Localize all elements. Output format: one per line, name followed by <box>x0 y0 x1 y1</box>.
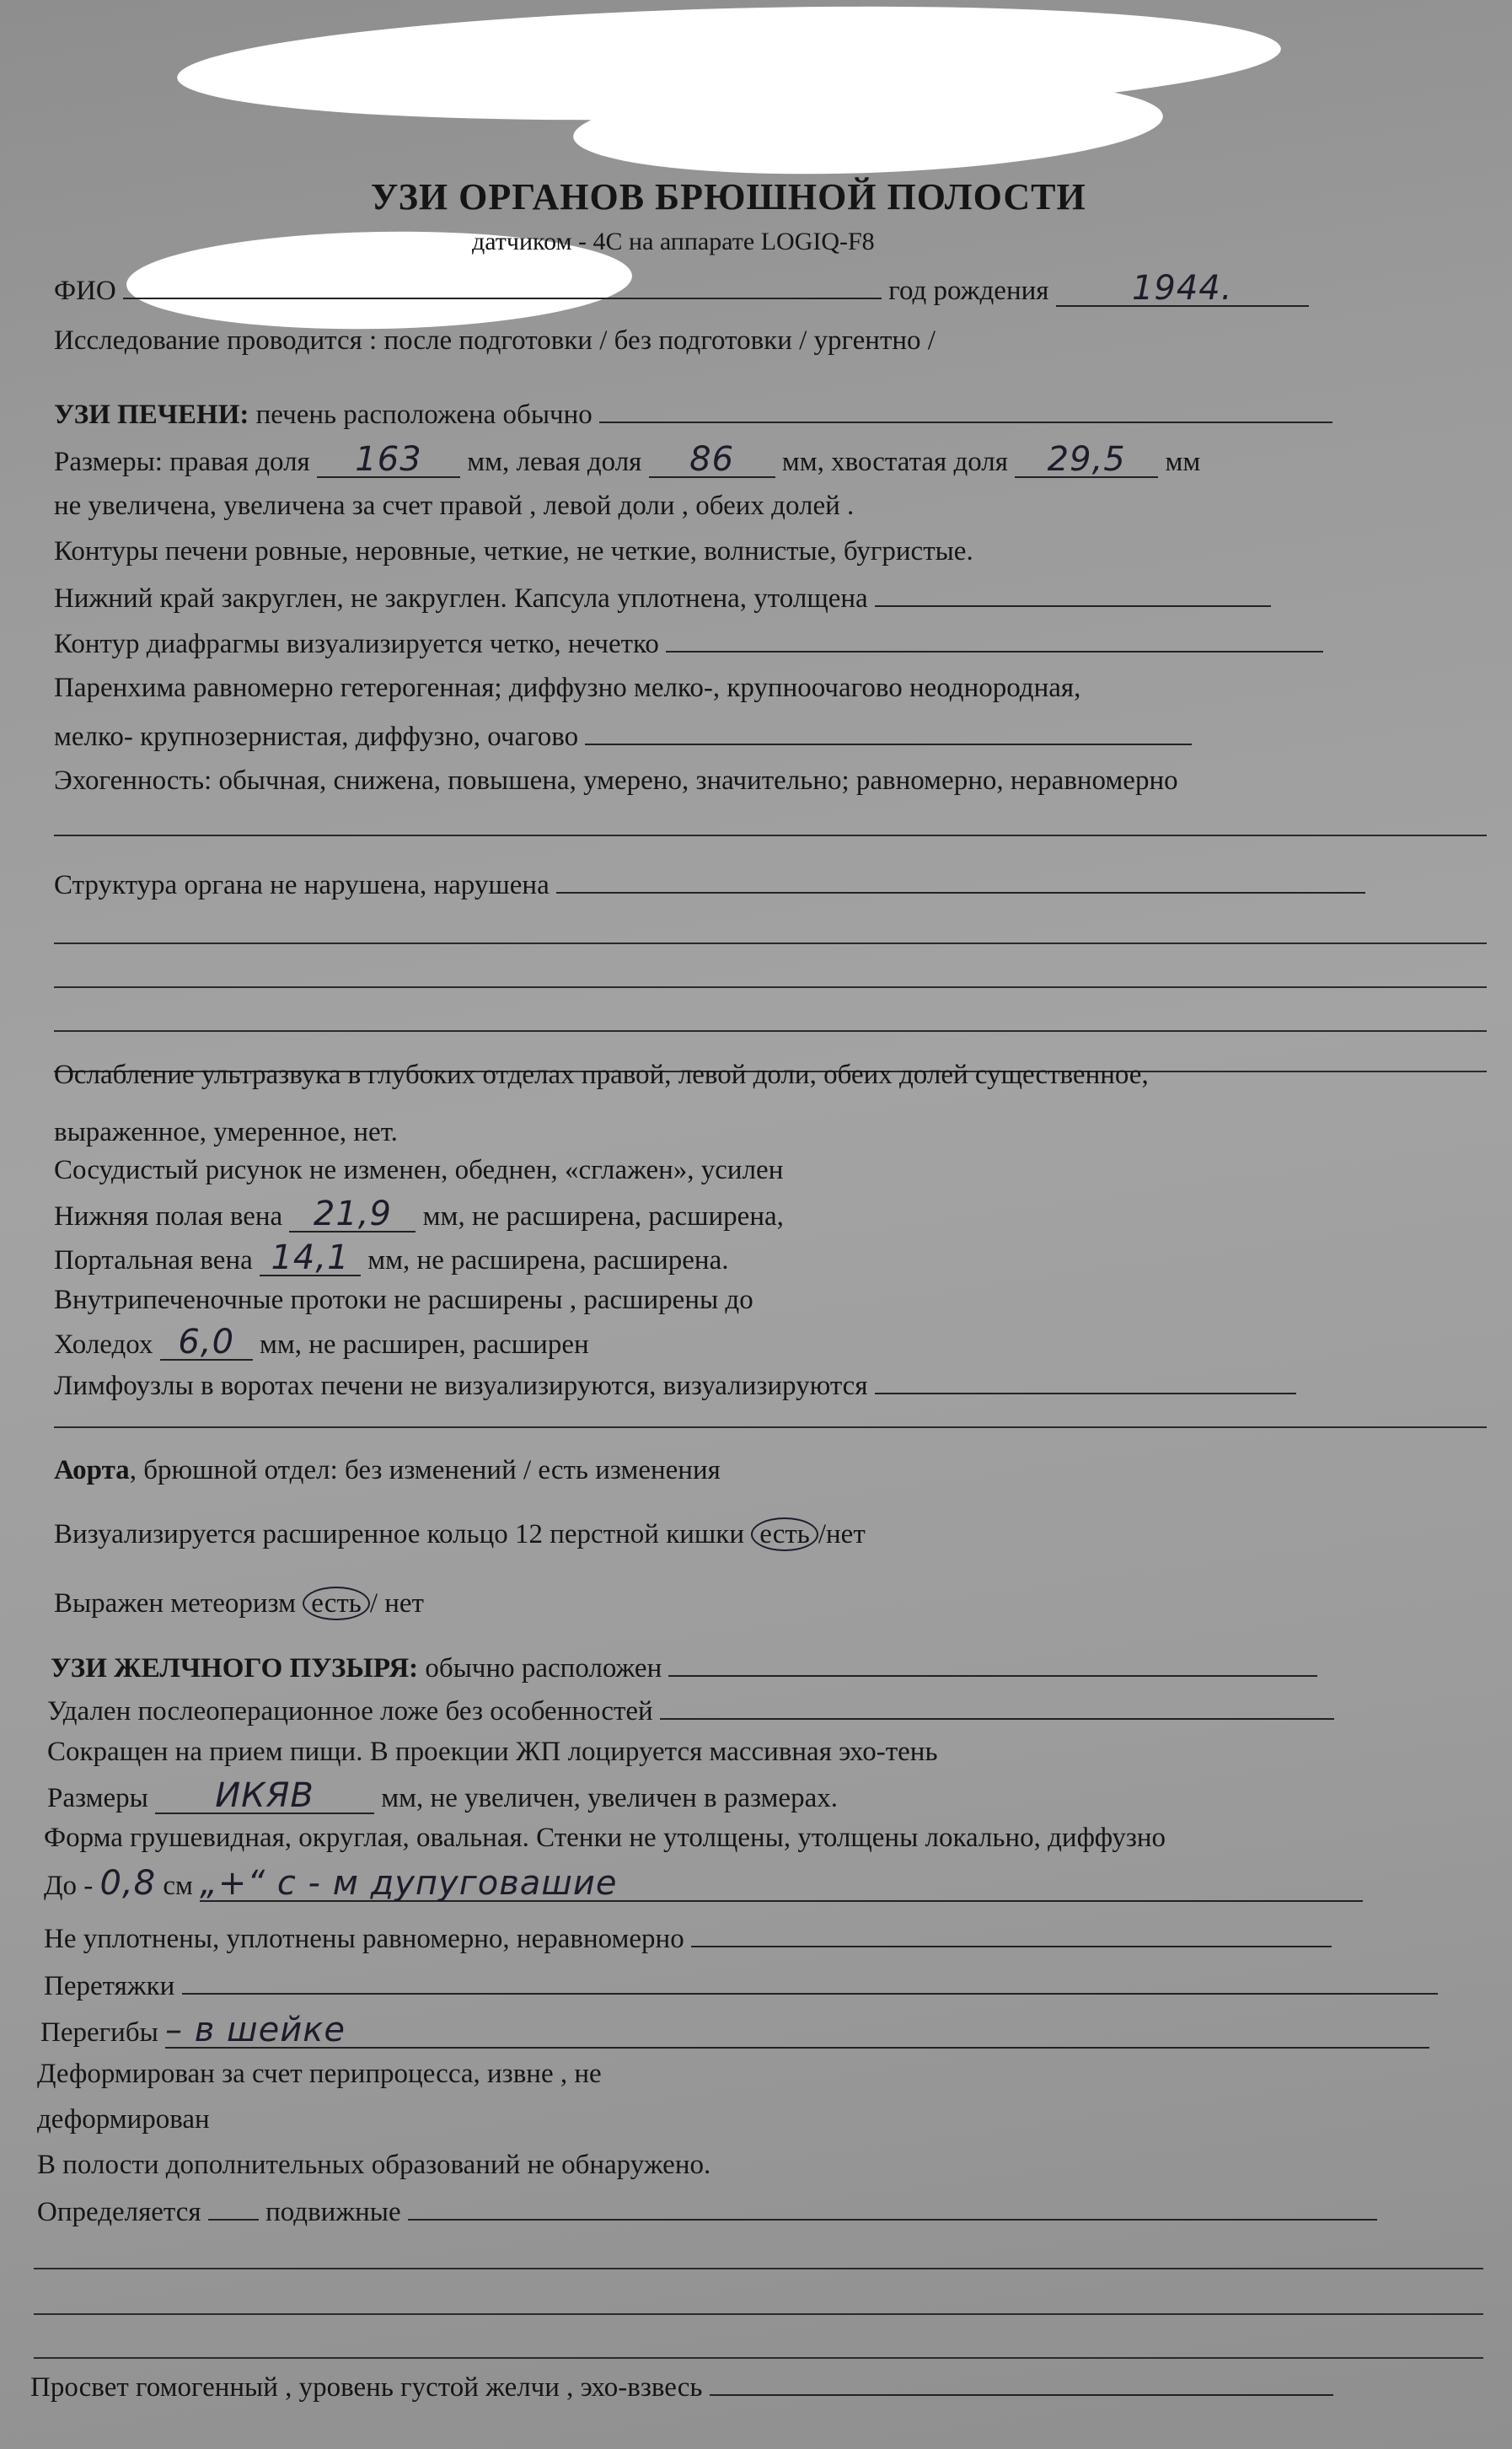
gb-size-rest: мм, не увеличен, увеличен в размерах. <box>381 1783 838 1813</box>
study-line: Исследование проводится : после подготовки / без подготовки / ургентно / <box>54 325 936 356</box>
structure-fill <box>556 867 1365 894</box>
liver-echogenicity: Эхогенность: обычная, снижена, повышена, умерено, значительно; равномерно, неравномерно <box>54 765 1178 796</box>
liver-structure-line <box>54 867 1512 902</box>
blank-line <box>54 1426 1487 1428</box>
gb-heading-line <box>51 1650 1512 1685</box>
gb-heading-rest: обычно расположен <box>425 1653 662 1684</box>
page-subtitle: датчиком - 4С на аппарате LOGIQ-F8 <box>472 228 875 255</box>
removed-fill <box>660 1693 1334 1720</box>
gb-detected-line <box>37 2194 1512 2229</box>
liver-attenuation-1: Ослабление ультразвука в глубоких отделах правой, левой доли, обеих долей существенное, <box>54 1060 1149 1090</box>
gb-size-value: ИКЯВ <box>155 1779 374 1814</box>
duodenum-line <box>54 1517 1512 1551</box>
liver-caudate-value: 29,5 <box>1015 443 1158 478</box>
lymph-text: Лимфоузлы в воротах печени не визуализируются, визуализируются <box>54 1371 868 1401</box>
gb-compact: Не уплотнены, уплотнены равномерно, неравномерно <box>44 1924 684 1954</box>
liver-diaphragm: Контур диафрагмы визуализируется четко, нечетко <box>54 629 659 659</box>
gb-lumen: Просвет гомогенный , уровень густой желчи , эхо-взвесь <box>30 2372 703 2403</box>
gb-bends-value: – в шейке <box>165 2013 1429 2049</box>
gb-constrictions-line <box>44 1968 1512 2003</box>
fio-field <box>123 272 882 299</box>
liver-ducts: Внутрипеченочные протоки не расширены , расширены до <box>54 1285 753 1315</box>
liver-vascular: Сосудистый рисунок не изменен, обеднен, «сглажен», усилен <box>54 1155 784 1185</box>
liver-sizes-line <box>54 440 1512 479</box>
liver-heading-line <box>54 396 1512 432</box>
liver-mm3: мм <box>1165 447 1201 477</box>
parenchyma-fill <box>585 718 1192 745</box>
liver-lower-edge: Нижний край закруглен, не закруглен. Капсула уплотнена, утолщена <box>54 583 868 614</box>
choledoch-value: 6,0 <box>160 1325 253 1361</box>
blank-line <box>54 835 1487 836</box>
gb-deformed-1: Деформирован за счет перипроцесса, извне , не <box>37 2059 602 2089</box>
detected-fill <box>408 2194 1377 2221</box>
gb-detected-rest: подвижные <box>265 2197 401 2227</box>
meteorism-yes: есть <box>303 1587 370 1620</box>
liver-size-label: Размеры: правая доля <box>54 447 310 477</box>
gb-cavity: В полости дополнительных образований не обнаружено. <box>37 2150 711 2180</box>
liver-fill <box>599 396 1332 423</box>
gb-shape: Форма грушевидная, округлая, овальная. Стенки не утолщены, утолщены локально, диффузно <box>44 1823 1166 1853</box>
gb-removed-line <box>47 1693 1512 1728</box>
choledoch-rest: мм, не расширен, расширен <box>259 1329 589 1360</box>
meteorism-no: нет <box>384 1588 424 1619</box>
portal-rest: мм, не расширена, расширена. <box>367 1245 729 1276</box>
lumen-fill <box>710 2369 1333 2396</box>
birth-value: 1944. <box>1056 271 1309 307</box>
aorta-rest: , брюшной отдел: без изменений / есть изменения <box>129 1455 721 1485</box>
liver-parenchyma-2-line <box>54 718 1512 754</box>
detected-short-fill <box>208 2194 259 2221</box>
portal-line <box>54 1238 1512 1277</box>
blank-line <box>54 1030 1487 1032</box>
liver-right-value: 163 <box>317 443 460 478</box>
gb-to-note: „+“ с - м дупуговашие <box>200 1866 1363 1902</box>
page-title: УЗИ ОРГАНОВ БРЮШНОЙ ПОЛОСТИ <box>371 176 1086 218</box>
gb-detected-label: Определяется <box>37 2197 201 2227</box>
blank-line <box>34 2313 1483 2315</box>
liver-parenchyma-2: мелко- крупнозернистая, диффузно, очагово <box>54 722 579 752</box>
liver-structure: Структура органа не нарушена, нарушена <box>54 870 550 900</box>
gb-deformed-2: деформирован <box>37 2104 210 2135</box>
gb-to-value: 0,8 <box>99 1864 157 1903</box>
compact-fill <box>691 1920 1332 1947</box>
gb-lumen-line <box>30 2369 1512 2404</box>
gb-heading: УЗИ ЖЕЛЧНОГО ПУЗЫРЯ: <box>51 1653 419 1684</box>
liver-lower-edge-line <box>54 580 1512 615</box>
liver-heading-rest: печень расположена обычно <box>255 400 592 430</box>
liver-diaphragm-line <box>54 626 1512 661</box>
gb-size-line <box>47 1776 1512 1815</box>
lymph-fill <box>875 1367 1296 1394</box>
gb-bends-line <box>40 2013 1512 2049</box>
ivc-rest: мм, не расширена, расширена, <box>422 1201 784 1232</box>
liver-enlarge: не увеличена, увеличена за счет правой , левой доли , обеих долей . <box>54 491 855 521</box>
liver-contours: Контуры печени ровные, неровные, четкие, не четкие, волнистые, бугристые. <box>54 536 973 567</box>
aorta-label: Аорта <box>54 1455 130 1485</box>
duodenum-no: нет <box>826 1519 866 1549</box>
blank-line <box>54 986 1487 988</box>
birth-label: год рождения <box>888 276 1049 306</box>
gb-constrictions: Перетяжки <box>44 1971 175 2001</box>
liver-mm2: мм, хвостатая доля <box>781 447 1008 477</box>
blank-line <box>34 2357 1483 2359</box>
gb-fill <box>668 1650 1317 1677</box>
choledoch-line <box>54 1325 1512 1361</box>
liver-mm1: мм, левая доля <box>467 447 642 477</box>
gb-to-label: До - <box>44 1871 94 1901</box>
gb-removed: Удален послеоперационное ложе без особенностей <box>47 1696 653 1727</box>
ivc-value: 21,9 <box>289 1197 416 1233</box>
duodenum-sep: / <box>818 1519 827 1549</box>
portal-value: 14,1 <box>260 1241 361 1276</box>
fio-label: ФИО <box>54 276 116 306</box>
gb-bends-label: Перегибы <box>40 2017 158 2048</box>
lymph-line <box>54 1367 1512 1403</box>
duodenum-text: Визуализируется расширенное кольцо 12 перстной кишки <box>54 1519 744 1549</box>
meteorism-text: Выражен метеоризм <box>54 1588 296 1619</box>
blank-line <box>34 2268 1483 2269</box>
blank-line <box>54 943 1487 944</box>
gb-contracted: Сокращен на прием пищи. В проекции ЖП лоцируется массивная эхо-тень <box>47 1737 938 1767</box>
liver-heading: УЗИ ПЕЧЕНИ: <box>54 400 249 430</box>
ivc-label: Нижняя полая вена <box>54 1201 283 1232</box>
lower-edge-fill <box>875 580 1271 607</box>
duodenum-yes: есть <box>751 1517 818 1551</box>
fio-line <box>54 271 1512 308</box>
gb-to-unit: см <box>163 1871 193 1901</box>
liver-attenuation-2: выраженное, умеренное, нет. <box>54 1117 398 1147</box>
gb-size-label: Размеры <box>47 1783 148 1813</box>
meteorism-sep: / <box>369 1588 378 1619</box>
meteorism-line <box>54 1587 1512 1620</box>
gb-compact-line <box>44 1920 1512 1956</box>
liver-parenchyma-1: Паренхима равномерно гетерогенная; диффузно мелко-, крупноочагово неоднородная, <box>54 673 1081 703</box>
ivc-line <box>54 1197 1512 1233</box>
gb-to-line <box>44 1866 1512 1903</box>
choledoch-label: Холедох <box>54 1329 153 1360</box>
liver-left-value: 86 <box>649 443 775 478</box>
aorta-line <box>54 1453 1512 1487</box>
portal-label: Портальная вена <box>54 1245 253 1276</box>
constrictions-fill <box>182 1968 1438 1995</box>
diaphragm-fill <box>666 626 1323 653</box>
